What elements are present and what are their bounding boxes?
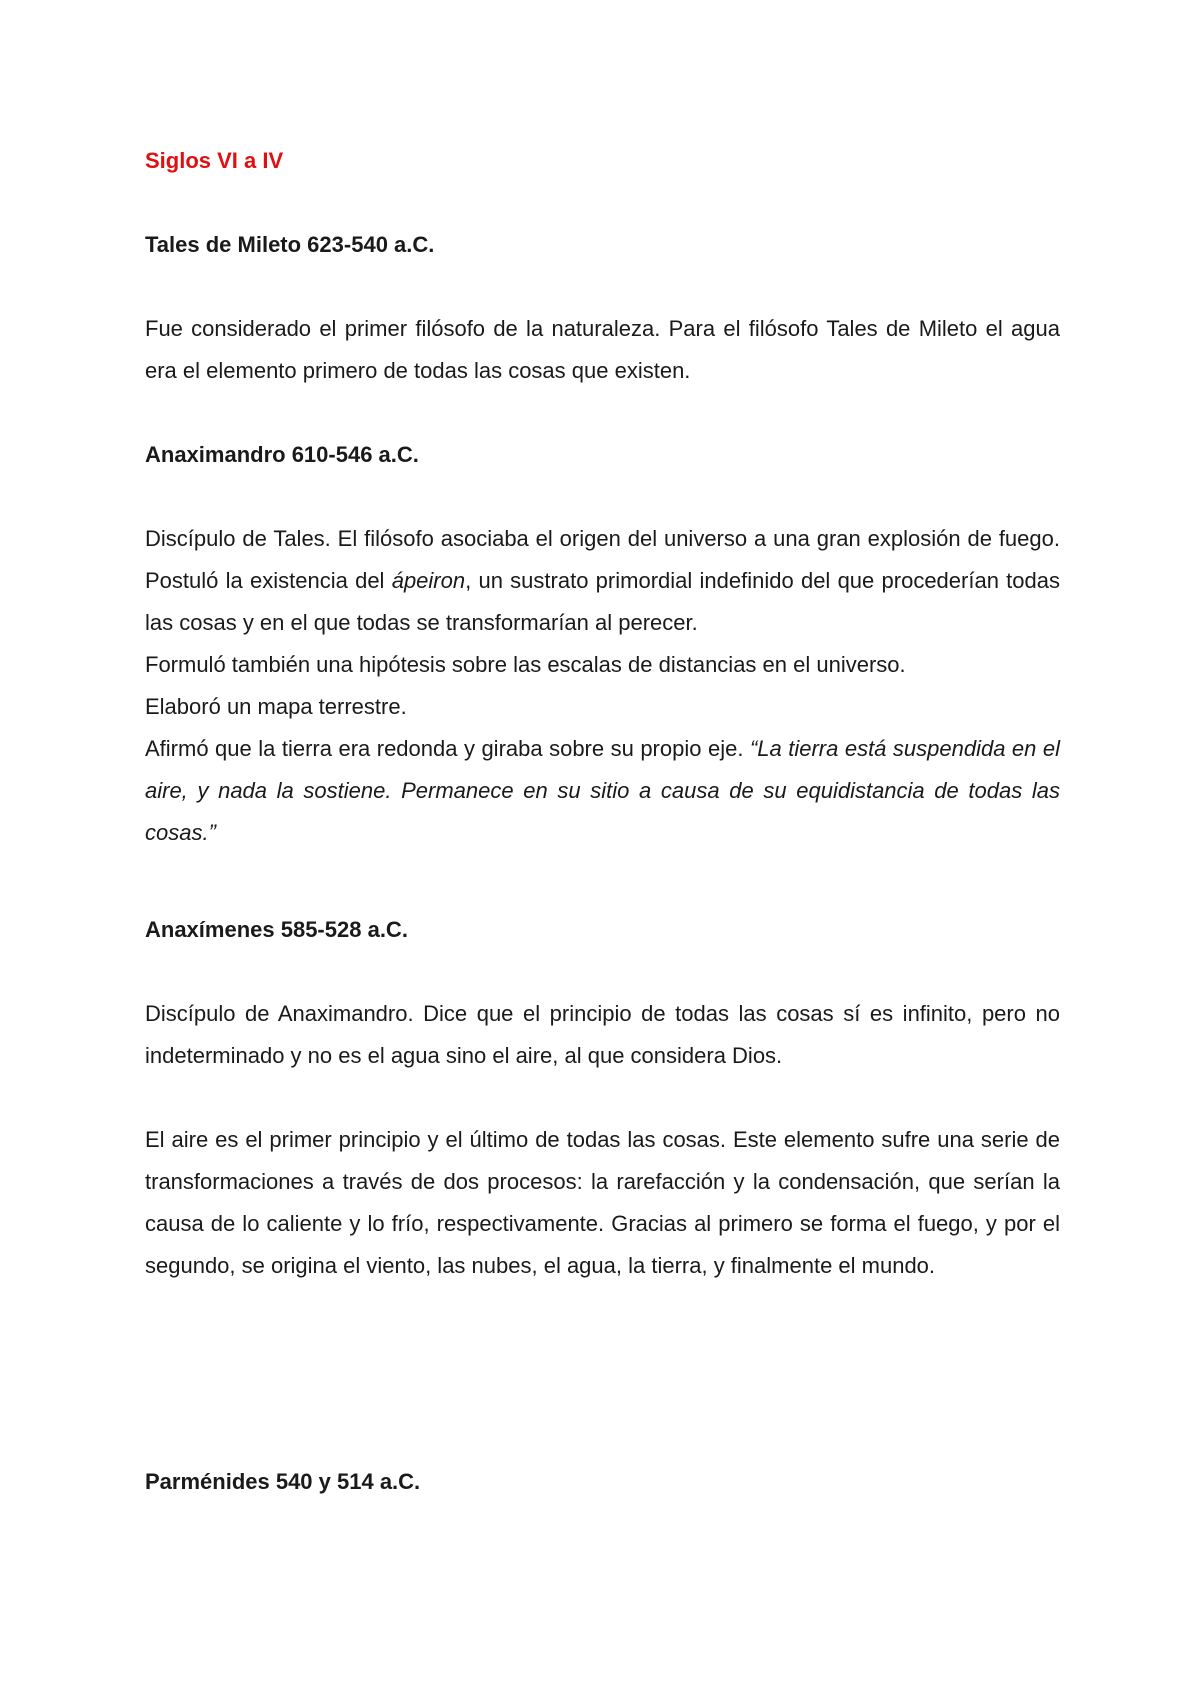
- paragraph-tales-text: Fue considerado el primer filósofo de la naturaleza. Para el filósofo Tales de Mileto el agua era el elemento primero de todas las cosas que existen.: [145, 316, 1060, 383]
- italic-term: ápeiron: [391, 568, 466, 593]
- heading-anaximenes: Anaxímenes 585-528 a.C.: [145, 917, 408, 942]
- paragraph-anaximandro-4: [145, 728, 1060, 854]
- heading-tales: Tales de Mileto 623-540 a.C.: [145, 232, 435, 257]
- paragraph-anaximenes-2: [145, 1119, 1060, 1287]
- quote-text: “La tierra está suspendida en el aire, y nada la sostiene. Permanece en su sitio a causa de su equidistancia de todas las cosas.”: [145, 736, 1060, 845]
- paragraph-anaximandro-3: Elaboró un mapa terrestre.: [145, 694, 407, 719]
- paragraph-anaximandro-2: Formuló también una hipótesis sobre las escalas de distancias en el universo.: [145, 652, 906, 677]
- paragraph-anaximenes-2-text: El aire es el primer principio y el último de todas las cosas. Este elemento sufre una serie de transformaciones a través de dos procesos: la rarefacción y la condensación, que serían la causa de lo caliente y lo frío, respectivamente. Gracias al primero se forma el fuego, y por el segundo, se origina el viento, las nubes, el agua, la tierra, y finalmente el mundo.: [145, 1127, 1060, 1278]
- paragraph-anaximandro: [145, 518, 1060, 854]
- paragraph-tales: [145, 308, 1060, 392]
- text-segment: Afirmó que la tierra era redonda y giraba sobre su propio eje.: [145, 736, 750, 761]
- paragraph-anaximenes-1-text: Discípulo de Anaximandro. Dice que el principio de todas las cosas sí es infinito, pero no indeterminado y no es el agua sino el aire, al que considera Dios.: [145, 1001, 1060, 1068]
- heading-parmenides: Parménides 540 y 514 a.C.: [145, 1469, 421, 1494]
- text-segment: , un sustrato primordial indefinido del que procederían todas las cosas y en el que todas se transformarían al perecer.: [145, 568, 1061, 635]
- paragraph-anaximenes-1: [145, 993, 1060, 1077]
- section-title: Siglos VI a IV: [145, 148, 284, 173]
- heading-anaximandro: Anaximandro 610-546 a.C.: [145, 442, 419, 467]
- text-segment: Discípulo de Tales. El filósofo asociaba el origen del universo a una gran explosión de fuego. Postuló la existencia del: [145, 526, 1060, 593]
- paragraph-anaximandro-1: [145, 518, 1060, 644]
